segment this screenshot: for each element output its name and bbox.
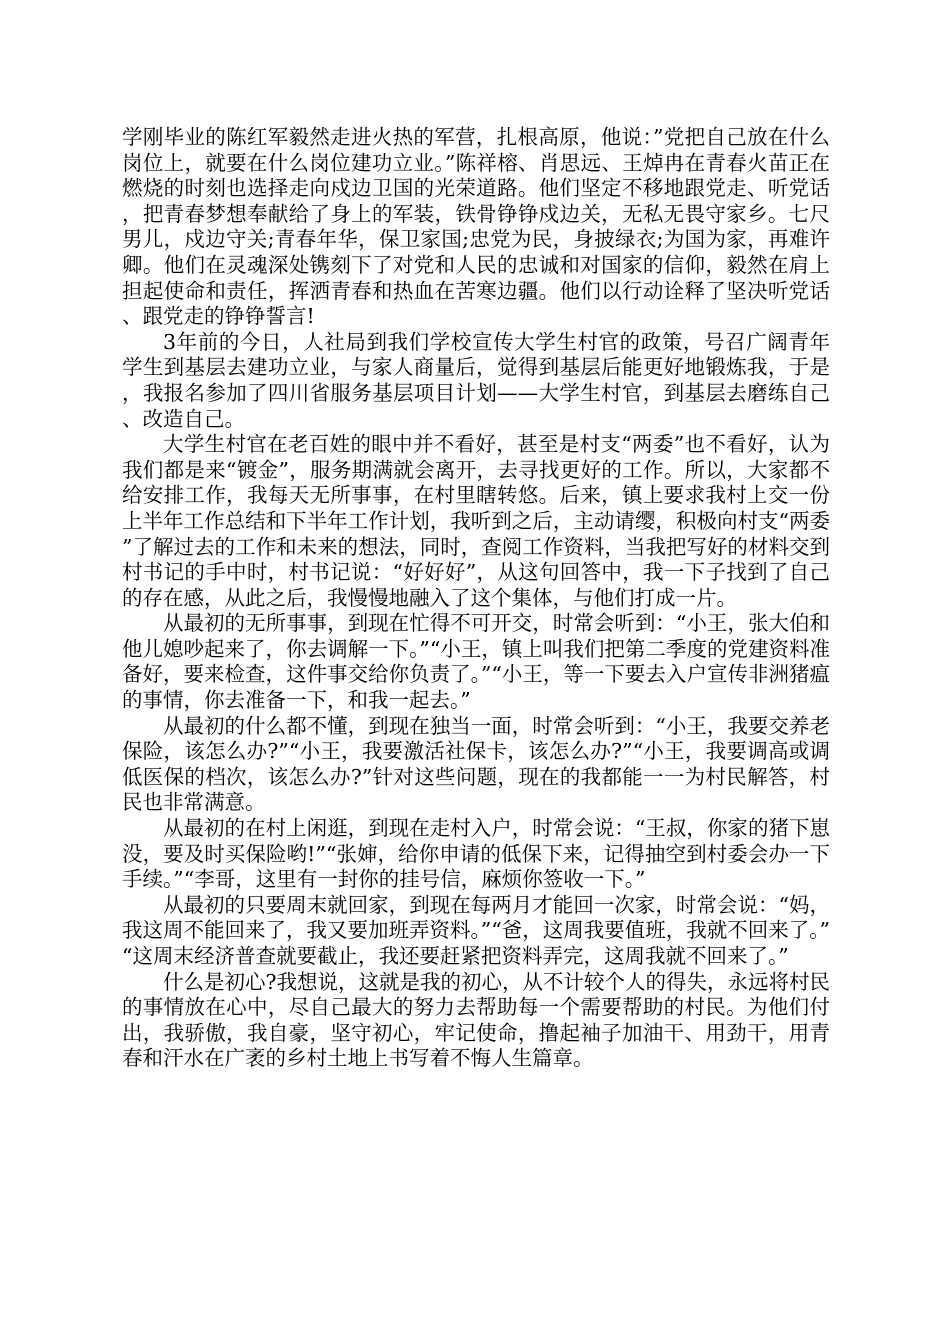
paragraph: 什么是初心?我想说，这就是我的初心，从不计较个人的得失，永远将村民的事情放在心中，尽自己最大的努力去帮助每一个需要帮助的村民。为他们付出，我骄傲，我自豪，坚守初心，牢记使命，撸起袖子加油干、用劲干，用青春和汗水在广袤的乡村土地上书写着不悔人生篇章。: [122, 969, 830, 1071]
paragraph: 3年前的今日，人社局到我们学校宣传大学生村官的政策，号召广阔青年学生到基层去建功立业，与家人商量后，觉得到基层后能更好地锻炼我，于是，我报名参加了四川省服务基层项目计划——大学生村官，到基层去磨练自己、改造自己。: [122, 329, 830, 431]
paragraph: 大学生村官在老百姓的眼中并不看好，甚至是村支“两委”也不看好，认为我们都是来“镀金”，服务期满就会离开，去寻找更好的工作。所以，大家都不给安排工作，我每天无所事事，在村里瞎转悠。后来，镇上要求我村上交一份上半年工作总结和下半年工作计划，我听到之后，主动请缨，积极向村支“两委”了解过去的工作和未来的想法，同时，查阅工作资料，当我把写好的材料交到村书记的手中时，村书记说：“好好好”，从这句回答中，我一下子找到了自己的存在感，从此之后，我慢慢地融入了这个集体，与他们打成一片。: [122, 432, 830, 610]
paragraph: 从最初的只要周末就回家，到现在每两月才能回一次家，时常会说：“妈，我这周不能回来了，我又要加班弄资料。”“爸，这周我要值班，我就不回来了。”“这周末经济普查就要截止，我还要赶紧把资料弄完，这周我就不回来了。”: [122, 892, 830, 968]
paragraph: 从最初的无所事事，到现在忙得不可开交，时常会听到：“小王，张大伯和他儿媳吵起来了，你去调解一下。”“小王，镇上叫我们把第二季度的党建资料准备好，要来检查，这件事交给你负责了。”“小王，等一下要去入户宣传非洲猪瘟的事情，你去准备一下，和我一起去。”: [122, 611, 830, 713]
paragraph: 学刚毕业的陈红军毅然走进火热的军营，扎根高原，他说：”党把自己放在什么岗位上，就要在什么岗位建功立业。”陈祥榕、肖思远、王焯冉在青春火苗正在燃烧的时刻也选择走向戍边卫国的光荣道路。他们坚定不移地跟党走、听党话，把青春梦想奉献给了身上的军装，铁骨铮铮戍边关，无私无畏守家乡。七尺男儿，戍边守关;青春年华，保卫家国;忠党为民，身披绿衣;为国为家，再难许卿。他们在灵魂深处镌刻下了对党和人民的忠诚和对国家的信仰，毅然在肩上担起使命和责任，挥洒青春和热血在苦寒边疆。他们以行动诠释了坚决听党话、跟党走的铮铮誓言!: [122, 125, 830, 329]
paragraph: 从最初的什么都不懂，到现在独当一面，时常会听到：“小王，我要交养老保险，该怎么办?”“小王，我要激活社保卡，该怎么办?”“小王，我要调高或调低医保的档次，该怎么办?”针对这些问题，现在的我都能一一为村民解答，村民也非常满意。: [122, 713, 830, 815]
document-body: [122, 125, 830, 1072]
paragraph: 从最初的在村上闲逛，到现在走村入户，时常会说：“王叔，你家的猪下崽没，要及时买保险哟!”“张婶，给你申请的低保下来，记得抽空到村委会办一下手续。”“李哥，这里有一封你的挂号信，麻烦你签收一下。”: [122, 816, 830, 892]
